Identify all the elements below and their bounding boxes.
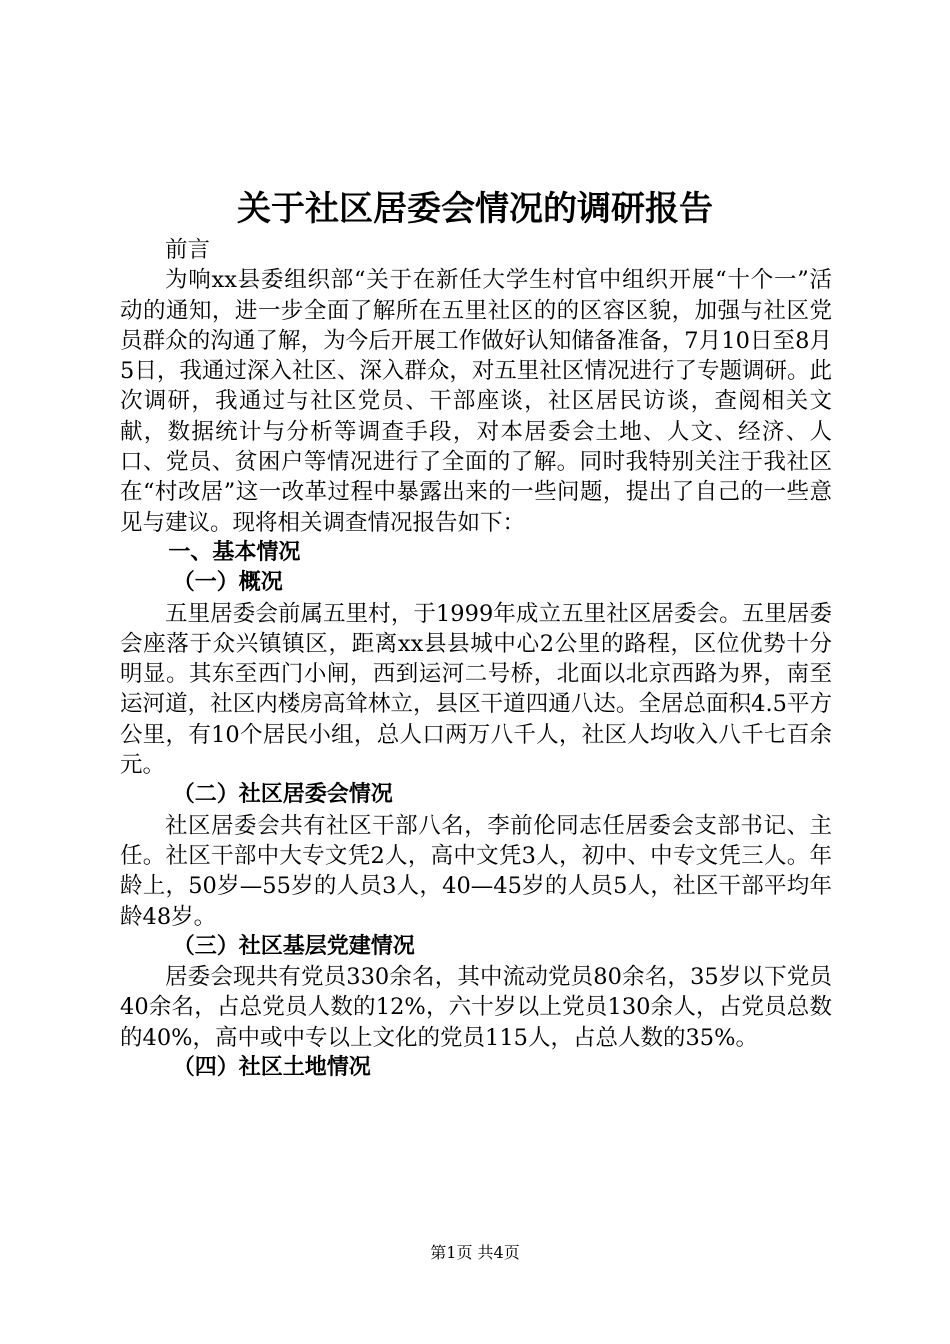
- subsection-heading-party-building: （三）社区基层党建情况: [172, 933, 415, 959]
- subsection-heading-land: （四）社区土地情况: [172, 1055, 371, 1081]
- subsection-heading-overview: （一）概况: [172, 570, 283, 596]
- subsection-heading-committee: （二）社区居委会情况: [172, 782, 393, 808]
- overview-paragraph: 五里居委会前属五里村，于1999年成立五里社区居委会。五里居委会座落于众兴镇镇区，距离xx县县城中心2公里的路程，区位优势十分明显。其东至西门小闸，西到运河二号桥，北面以北京西路为界，南至运河道，社区内楼房高耸林立，县区干道四通八达。全居总面积4.5平方公里，有10个居民小组，总人口两万八千人，社区人均收入八千七百余元。: [120, 600, 832, 779]
- party-building-paragraph: 居委会现共有党员330余名，其中流动党员80余名，35岁以下党员40余名，占总党员人数的12%，六十岁以上党员130余人，占党员总数的40%，高中或中专以上文化的党员115人，占总人数的35%。: [120, 964, 832, 1051]
- document-body: [120, 235, 832, 1083]
- page-number-footer: 第1页 共4页: [430, 1243, 520, 1262]
- preface-paragraph: 为响xx县委组织部“关于在新任大学生村官中组织开展“十个一”活动的通知，进一步全面了解所在五里社区的的区容区貌，加强与社区党员群众的沟通了解，为今后开展工作做好认知储备准备，7月10日至8月5日，我通过深入社区、深入群众，对五里社区情况进行了专题调研。此次调研，我通过与社区党员、干部座谈，社区居民访谈，查阅相关文献，数据统计与分析等调查手段，对本居委会土地、人文、经济、人口、党员、贫困户等情况进行了全面的了解。同时我特别关注于我社区在“村改居”这一改革过程中暴露出来的一些问题，提出了自己的一些意见与建议。现将相关调查情况报告如下：: [120, 267, 832, 536]
- committee-paragraph: 社区居委会共有社区干部八名，李前伦同志任居委会支部书记、主任。社区干部中大专文凭2人，高中文凭3人，初中、中专文凭三人。年龄上，50岁—55岁的人员3人，40—45岁的人员5人，社区干部平均年龄48岁。: [120, 812, 832, 930]
- section-heading-basic-info: 一、基本情况: [168, 539, 301, 565]
- preface-label: 前言: [165, 237, 211, 263]
- document-title: 关于社区居委会情况的调研报告: [237, 189, 713, 229]
